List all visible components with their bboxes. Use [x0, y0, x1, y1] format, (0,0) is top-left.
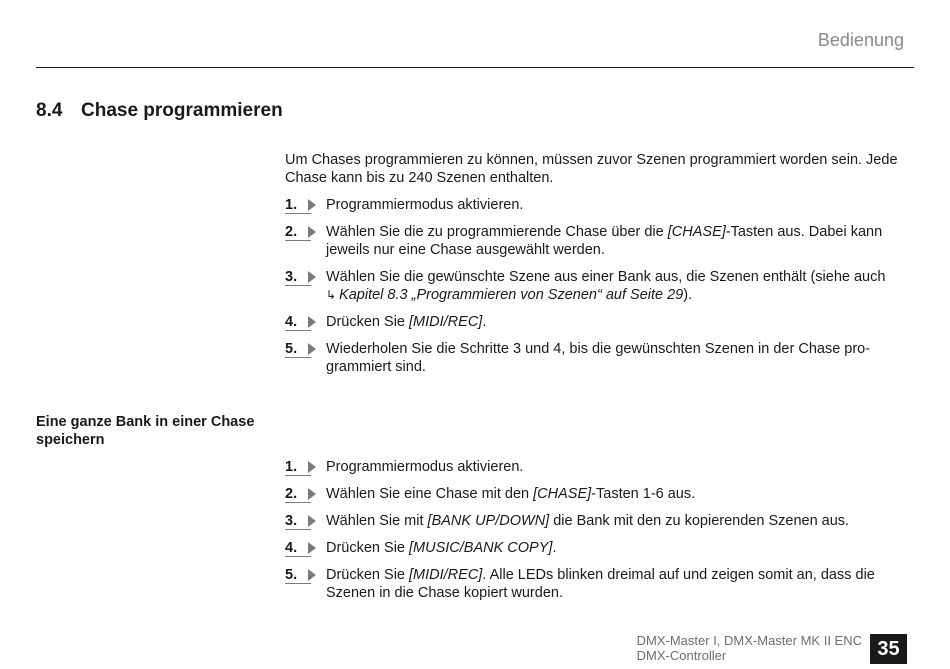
step-text — [326, 513, 849, 529]
step-text — [326, 224, 882, 258]
step-text — [326, 459, 523, 475]
step-number-label: 3. — [285, 513, 298, 529]
step-number-label: 1. — [285, 197, 298, 213]
step-text-emphasis: [MIDI/REC] — [409, 314, 483, 330]
footer-line-1: DMX-Master I, DMX-Master MK II ENC — [636, 633, 862, 648]
step-text-part: Programmiermodus aktivieren. — [326, 459, 524, 475]
step-text-part: Drücken Sie — [326, 567, 410, 583]
footer-product — [637, 633, 862, 663]
step-arrow-line — [285, 556, 311, 557]
step-arrow-line — [285, 357, 311, 358]
step-number-label: 5. — [285, 567, 298, 583]
step-number — [285, 458, 319, 476]
step-text — [326, 197, 523, 213]
step-arrow-icon — [308, 271, 316, 283]
step-arrow-line — [285, 529, 311, 530]
section-title: Chase programmieren — [81, 100, 283, 121]
step-number — [285, 313, 319, 331]
step-arrow-line — [285, 240, 311, 241]
subheading-bank-to-chase: Eine ganze Bank in einer Chase speichern — [36, 414, 255, 448]
step-number — [285, 196, 319, 214]
list-item — [285, 539, 915, 557]
step-text-emphasis: [MUSIC/BANK COPY] — [409, 540, 553, 556]
step-text-part: Wählen Sie die zu programmierende Chase über die — [326, 224, 668, 240]
step-text — [326, 486, 695, 502]
list-item — [285, 512, 915, 530]
cross-reference-icon: ↳ — [326, 288, 337, 302]
step-number — [285, 268, 319, 286]
list-item — [285, 340, 915, 376]
step-list-chase — [285, 196, 915, 376]
step-text-emphasis: [CHASE] — [533, 486, 592, 502]
footer-line-2: DMX-Controller — [636, 648, 727, 663]
step-arrow-line — [285, 475, 311, 476]
step-arrow-icon — [308, 488, 316, 500]
step-text-part: . — [552, 540, 557, 556]
step-arrow-icon — [308, 316, 316, 328]
step-text-emphasis: Kapitel 8.3 „Programmieren von Szenen“ auf Seite 29 — [339, 287, 684, 303]
step-arrow-icon — [308, 515, 316, 527]
step-text-part: Programmiermodus aktivieren. — [326, 197, 524, 213]
step-text-part: -Tasten aus. Dabei kann jeweils nur eine Chase ausgewählt werden. — [326, 224, 883, 258]
list-item — [285, 458, 915, 476]
step-text — [326, 314, 486, 330]
step-text-part: Wählen Sie eine Chase mit den — [326, 486, 534, 502]
list-item — [285, 196, 915, 214]
step-text-emphasis: [CHASE] — [667, 224, 726, 240]
step-text-part: Wählen Sie mit — [326, 513, 428, 529]
step-text-part: -Tasten 1-6 aus. — [591, 486, 696, 502]
step-text-part: ). — [683, 287, 693, 303]
step-arrow-line — [285, 285, 311, 286]
running-header: Bedienung — [817, 30, 904, 50]
step-arrow-icon — [308, 343, 316, 355]
step-number — [285, 539, 319, 557]
intro-paragraph: Um Chases programmieren zu können, müssen zuvor Szenen programmiert worden sein. Jede Chase kann bis zu 240 Szenen enthalten. — [285, 152, 898, 186]
step-arrow-icon — [308, 569, 316, 581]
step-text-part: Drücken Sie — [326, 540, 410, 556]
step-text-part: . Alle LEDs blinken dreimal auf und zeigen somit an, dass die Szenen in die Chase kopiert wurden. — [326, 567, 875, 601]
step-text-part: Wählen Sie die gewünschte Szene aus einer Bank aus, die Szenen enthält (siehe auch — [326, 269, 886, 285]
list-item — [285, 566, 915, 602]
step-text-part: . — [482, 314, 487, 330]
step-text — [326, 540, 556, 556]
step-arrow-icon — [308, 199, 316, 211]
step-arrow-line — [285, 583, 311, 584]
step-text-emphasis: [BANK UP/DOWN] — [427, 513, 550, 529]
step-text-part: die Bank mit den zu kopierenden Szenen aus. — [549, 513, 850, 529]
step-number-label: 2. — [285, 486, 298, 502]
step-number — [285, 566, 319, 584]
step-text-part: Wiederholen Sie die Schritte 3 und 4, bis die gewünschten Szenen in der Chase programmiert sind. — [326, 341, 871, 375]
step-number — [285, 485, 319, 503]
list-item — [285, 485, 915, 503]
list-item — [285, 313, 915, 331]
step-number-label: 5. — [285, 341, 298, 357]
header-rule — [36, 67, 914, 68]
step-arrow-icon — [308, 461, 316, 473]
step-number — [285, 223, 319, 241]
step-arrow-icon — [308, 226, 316, 238]
step-number-label: 4. — [285, 314, 298, 330]
step-text — [326, 567, 875, 601]
step-arrow-line — [285, 213, 311, 214]
step-arrow-line — [285, 502, 311, 503]
step-text — [326, 341, 870, 375]
step-number — [285, 340, 319, 358]
step-number-label: 4. — [285, 540, 298, 556]
step-list-bank-copy — [285, 458, 915, 602]
step-number — [285, 512, 319, 530]
step-text — [326, 269, 885, 303]
step-number-label: 2. — [285, 224, 298, 240]
list-item — [285, 223, 915, 259]
step-arrow-line — [285, 330, 311, 331]
step-arrow-icon — [308, 542, 316, 554]
step-number-label: 3. — [285, 269, 298, 285]
page-number: 35 — [870, 634, 907, 664]
step-text-emphasis: [MIDI/REC] — [409, 567, 483, 583]
section-number: 8.4 — [36, 100, 63, 121]
step-number-label: 1. — [285, 459, 298, 475]
step-text-part: Drücken Sie — [326, 314, 410, 330]
list-item — [285, 268, 915, 304]
section-heading — [36, 100, 283, 122]
